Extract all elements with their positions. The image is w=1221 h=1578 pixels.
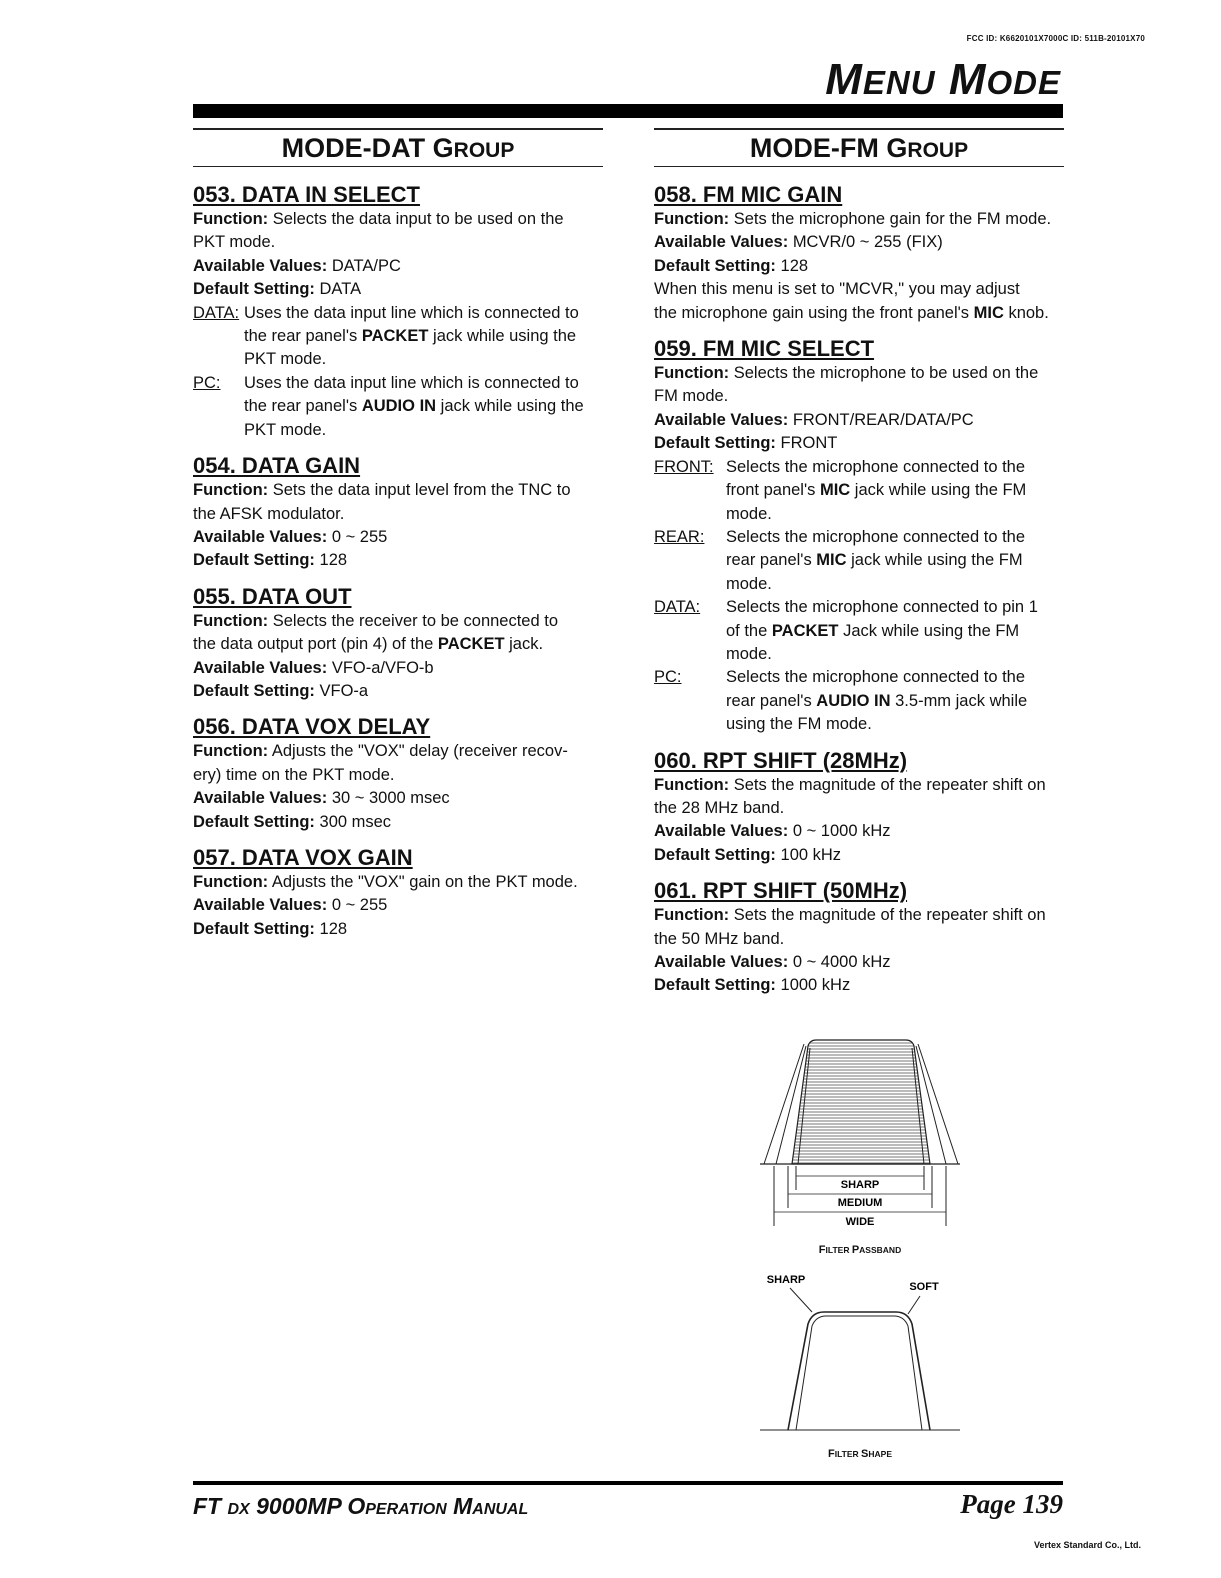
menu-item-060 <box>654 747 1064 868</box>
default-line: Default Setting: 300 msec <box>193 812 392 831</box>
function-line: the AFSK modulator. <box>193 504 345 523</box>
option-pc: PC: Uses the data input line which is connected to the rear panel's AUDIO IN jack while using the PKT mode. <box>193 373 584 439</box>
function-line: Function: Sets the magnitude of the repeater shift on <box>654 906 1046 925</box>
values-line: Available Values: 0 ~ 255 <box>193 527 388 546</box>
function-line: Function: Sets the data input level from the TNC to <box>193 481 571 500</box>
default-line: Default Setting: VFO-a <box>193 681 369 700</box>
default-line: Default Setting: 128 <box>193 919 348 938</box>
function-line: Function: Sets the magnitude of the repeater shift on <box>654 775 1046 794</box>
values-line: Available Values: 0 ~ 1000 kHz <box>654 822 891 841</box>
values-line: Available Values: DATA/PC <box>193 256 401 275</box>
caption-filter-shape: FILTER SHAPE <box>828 1448 892 1460</box>
company-name: Vertex Standard Co., Ltd. <box>1033 1540 1141 1550</box>
menu-item-055 <box>193 583 603 704</box>
fcc-id: FCC ID: K6620101X7000C ID: 511B-20101X70 <box>966 34 1145 43</box>
values-line: Available Values: VFO-a/VFO-b <box>193 658 434 677</box>
label-wide: WIDE <box>845 1216 875 1228</box>
page-number: Page 139 <box>960 1489 1063 1519</box>
label-medium: MEDIUM <box>837 1197 883 1209</box>
function-line: ery) time on the PKT mode. <box>193 765 395 784</box>
group-title-mode-dat: MODE-DAT GROUP <box>193 128 603 167</box>
function-line: Function: Selects the data input to be used on the <box>193 210 564 229</box>
option-data: DATA: Uses the data input line which is connected to the rear panel's PACKET jack while using the PKT mode. <box>193 303 579 369</box>
item-heading: 061. RPT SHIFT (50MHz) <box>654 878 908 904</box>
default-line: Default Setting: 128 <box>654 256 809 275</box>
header-rule <box>193 104 1063 118</box>
note-line: the microphone gain using the front panel's MIC knob. <box>654 303 1049 322</box>
function-line: the 50 MHz band. <box>654 929 785 948</box>
menu-item-053 <box>193 181 603 442</box>
manual-title: FT DX 9000MP OPERATION MANUAL <box>193 1493 529 1519</box>
item-heading: 053. DATA IN SELECT <box>193 182 420 208</box>
note-line: When this menu is set to "MCVR," you may adjust <box>654 280 1020 299</box>
caption-filter-passband: FILTER PASSBAND <box>818 1244 902 1256</box>
left-column <box>193 128 603 951</box>
option-pc: PC: Selects the microphone connected to the rear panel's AUDIO IN 3.5-mm jack while using the FM mode. <box>654 668 1028 734</box>
function-line: Function: Adjusts the "VOX" gain on the PKT mode. <box>193 872 578 891</box>
item-heading: 060. RPT SHIFT (28MHz) <box>654 747 908 773</box>
values-line: Available Values: 0 ~ 4000 kHz <box>654 953 891 972</box>
item-heading: 056. DATA VOX DELAY <box>193 714 431 740</box>
label-soft-shape: SOFT <box>909 1281 939 1293</box>
option-front: FRONT: Selects the microphone connected to the front panel's MIC jack while using the FM mode. <box>654 457 1027 523</box>
function-line: Function: Sets the microphone gain for the FM mode. <box>654 210 1052 229</box>
values-line: Available Values: 30 ~ 3000 msec <box>193 789 450 808</box>
item-heading: 057. DATA VOX GAIN <box>193 844 413 870</box>
label-sharp-shape: SHARP <box>766 1274 806 1286</box>
function-line: the 28 MHz band. <box>654 798 785 817</box>
filter-passband-diagram <box>760 1036 960 1236</box>
values-line: Available Values: 0 ~ 255 <box>193 896 388 915</box>
item-heading: 059. FM MIC SELECT <box>654 336 875 362</box>
option-rear: REAR: Selects the microphone connected to the rear panel's MIC jack while using the FM mode. <box>654 527 1026 593</box>
default-line: Default Setting: DATA <box>193 280 362 299</box>
menu-item-058 <box>654 181 1064 325</box>
function-line: the data output port (pin 4) of the PACKET jack. <box>193 635 544 654</box>
default-line: Default Setting: 100 kHz <box>654 845 842 864</box>
values-line: Available Values: MCVR/0 ~ 255 (FIX) <box>654 233 943 252</box>
menu-item-061 <box>654 877 1064 998</box>
item-heading: 054. DATA GAIN <box>193 453 361 479</box>
values-line: Available Values: FRONT/REAR/DATA/PC <box>654 410 974 429</box>
menu-item-054 <box>193 452 603 573</box>
menu-item-056 <box>193 713 603 834</box>
default-line: Default Setting: 128 <box>193 551 348 570</box>
function-line: Function: Selects the receiver to be connected to <box>193 611 559 630</box>
function-line: Function: Adjusts the "VOX" delay (receiver recov- <box>193 742 568 761</box>
label-sharp: SHARP <box>840 1179 880 1191</box>
menu-item-057 <box>193 844 603 941</box>
item-heading: 055. DATA OUT <box>193 583 352 609</box>
menu-item-059 <box>654 335 1064 737</box>
group-title-mode-fm: MODE-FM GROUP <box>654 128 1064 167</box>
filter-figures <box>760 1036 960 1466</box>
option-data: DATA: Selects the microphone connected to pin 1 of the PACKET Jack while using the FM mode. <box>654 598 1038 663</box>
default-line: Default Setting: 1000 kHz <box>654 976 851 995</box>
page-title: MENU MODE <box>825 55 1061 104</box>
right-column <box>654 128 1064 1008</box>
function-line: FM mode. <box>654 387 729 406</box>
filter-shape-diagram <box>760 1268 960 1448</box>
item-heading: 058. FM MIC GAIN <box>654 182 843 208</box>
footer-rule <box>193 1481 1063 1485</box>
function-line: Function: Selects the microphone to be used on the <box>654 364 1039 383</box>
default-line: Default Setting: FRONT <box>654 434 838 453</box>
function-line: PKT mode. <box>193 233 276 252</box>
